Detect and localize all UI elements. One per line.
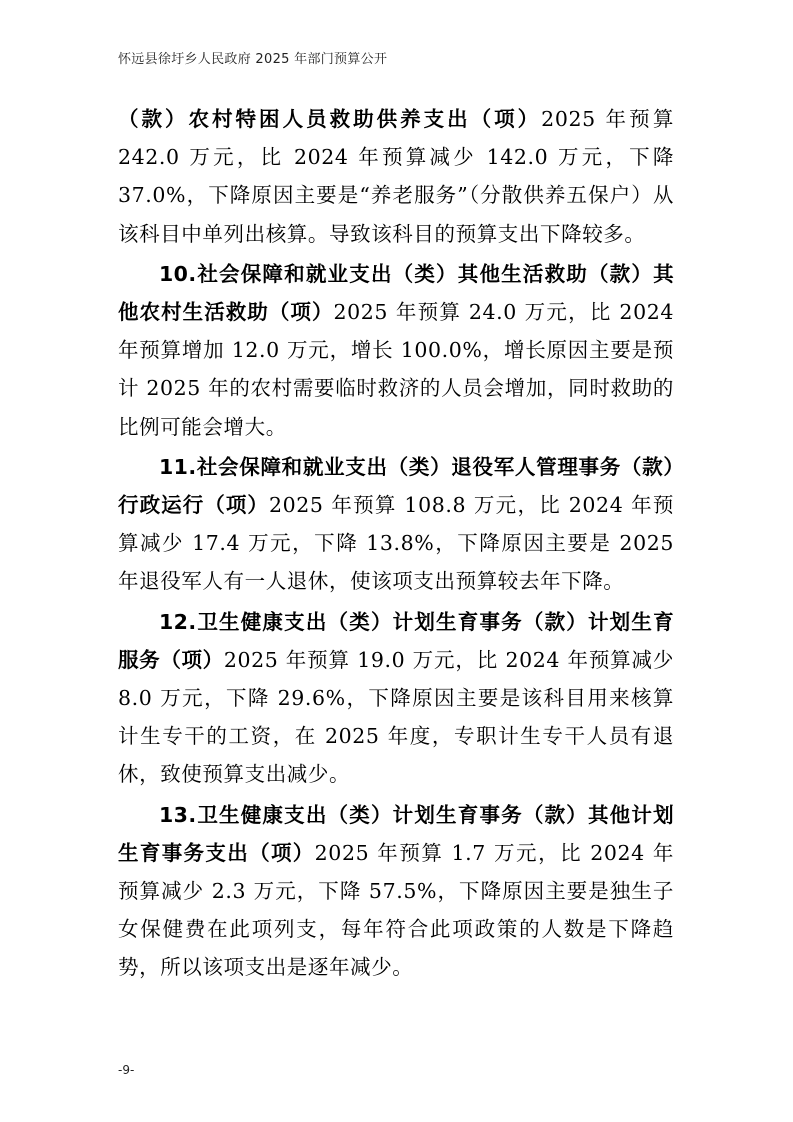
page-number: -9- bbox=[118, 1063, 135, 1077]
paragraph-heading: 10.社会保障和就业支出（类）其他生活救助（款）其他农村生活救助（项） bbox=[118, 261, 674, 325]
paragraph-rural-destitute-support bbox=[118, 100, 674, 253]
paragraph-text: 2025 年预算 1.7 万元，比 2024 年预算减少 2.3 万元，下降 57.5%，下降原因主要是独生子女保健费在此项列支，每年符合此项政策的人数是下降趋势，所以该项支出是逐年减少。 bbox=[118, 840, 674, 980]
paragraph-item-11 bbox=[118, 448, 674, 601]
paragraph-heading: 11.社会保障和就业支出（类）退役军人管理事务（款）行政运行（项） bbox=[118, 454, 674, 518]
paragraph-text: 2025 年预算 108.8 万元，比 2024 年预算减少 17.4 万元，下降 13.8%，下降原因主要是 2025 年退役军人有一人退休，使该项支出预算较去年下降。 bbox=[118, 493, 674, 594]
page-header: 怀远县徐圩乡人民政府 2025 年部门预算公开 bbox=[118, 52, 388, 67]
paragraph-text: 2025 年预算 242.0 万元，比 2024 年预算减少 142.0 万元，下降 37.0%，下降原因主要是“养老服务”（分散供养五保户）从该科目中单列出核算。导致该科目的预算支出下降较多。 bbox=[118, 107, 674, 246]
paragraph-text: 2025 年预算 19.0 万元，比 2024 年预算减少 8.0 万元，下降 29.6%，下降原因主要是该科目用来核算计生专干的工资，在 2025 年度，专职计生专干人员有退休，致使预算支出减少。 bbox=[118, 647, 675, 787]
paragraph-heading: （款）农村特困人员救助供养支出（项） bbox=[118, 107, 542, 131]
paragraph-heading: 13.卫生健康支出（类）计划生育事务（款）其他计划生育事务支出（项） bbox=[118, 802, 674, 865]
paragraph-item-12 bbox=[118, 603, 674, 794]
paragraph-text: 2025 年预算 24.0 万元，比 2024 年预算增加 12.0 万元，增长 100.0%，增长原因主要是预计 2025 年的农村需要临时救济的人员会增加，同时救助的比例可能会增大。 bbox=[118, 300, 674, 439]
paragraph-heading: 12.卫生健康支出（类）计划生育事务（款）计划生育服务（项） bbox=[118, 609, 674, 672]
paragraph-item-13 bbox=[118, 796, 674, 987]
document-body bbox=[118, 100, 674, 989]
paragraph-item-10 bbox=[118, 255, 674, 446]
